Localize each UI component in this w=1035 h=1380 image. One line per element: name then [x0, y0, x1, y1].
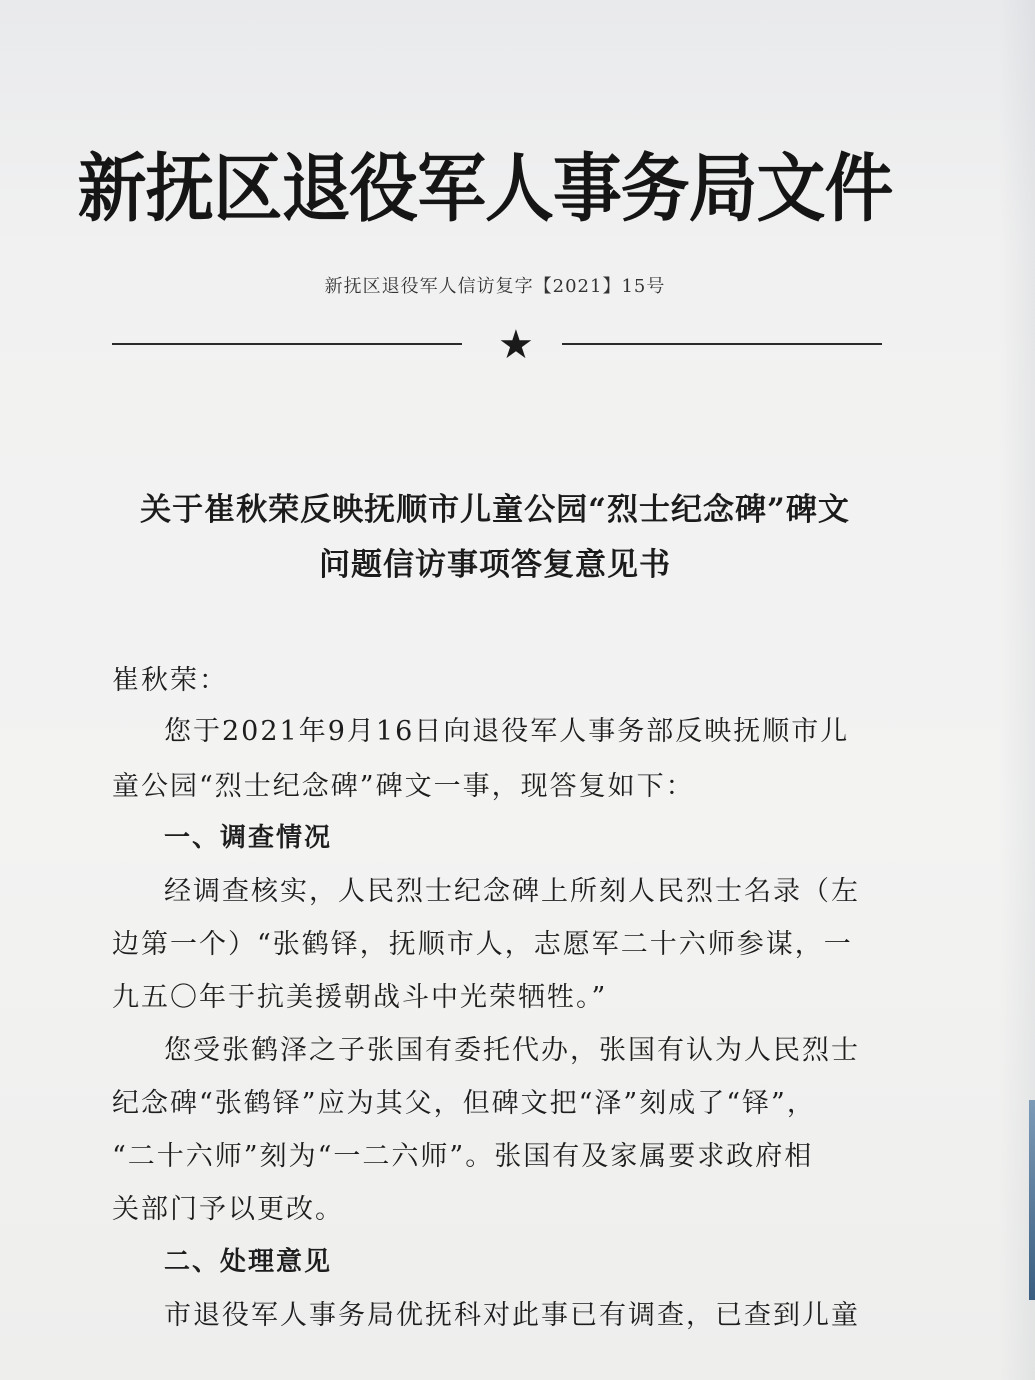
- background-object-strip: [1029, 1100, 1035, 1300]
- section-1-p2-line-3: “二十六师”刻为“一二六师”。张国有及家属要求政府相: [112, 1141, 814, 1172]
- subject-title-line-1: 关于崔秋荣反映抚顺市儿童公园“烈士纪念碑”碑文: [140, 492, 850, 528]
- salutation: 崔秋荣：: [112, 665, 228, 696]
- section-1-p1-line-3: 九五〇年于抗美援朝战斗中光荣牺牲。”: [112, 982, 608, 1013]
- star-icon: ★: [498, 322, 534, 368]
- section-1-p1-line-2: 边第一个）“张鹤铎，抚顺市人，志愿军二十六师参谋，一: [112, 929, 853, 960]
- section-1-p1-line-1: 经调查核实，人民烈士纪念碑上所刻人民烈士名录（左: [164, 876, 860, 907]
- document-header-title: 新抚区退役军人事务局文件: [77, 146, 893, 232]
- header-rule-left: [112, 343, 462, 345]
- section-2-p1-line-1: 市退役军人事务局优抚科对此事已有调查，已查到儿童: [164, 1300, 860, 1331]
- section-2-heading: 二、处理意见: [164, 1247, 333, 1277]
- header-rule-right: [562, 343, 882, 345]
- subject-title-line-2: 问题信访事项答复意见书: [319, 547, 671, 583]
- section-1-p2-line-4: 关部门予以更改。: [112, 1194, 344, 1225]
- intro-line-2: 童公园“烈士纪念碑”碑文一事，现答复如下：: [112, 771, 695, 802]
- intro-line-1: 您于2021年9月16日向退役军人事务部反映抚顺市儿: [164, 716, 850, 747]
- document-number: 新抚区退役军人信访复字【2021】15号: [324, 276, 666, 297]
- section-1-p2-line-1: 您受张鹤泽之子张国有委托代办，张国有认为人民烈士: [164, 1035, 860, 1066]
- section-1-heading: 一、调查情况: [164, 823, 333, 853]
- section-1-p2-line-2: 纪念碑“张鹤铎”应为其父，但碑文把“泽”刻成了“铎”，: [112, 1088, 816, 1119]
